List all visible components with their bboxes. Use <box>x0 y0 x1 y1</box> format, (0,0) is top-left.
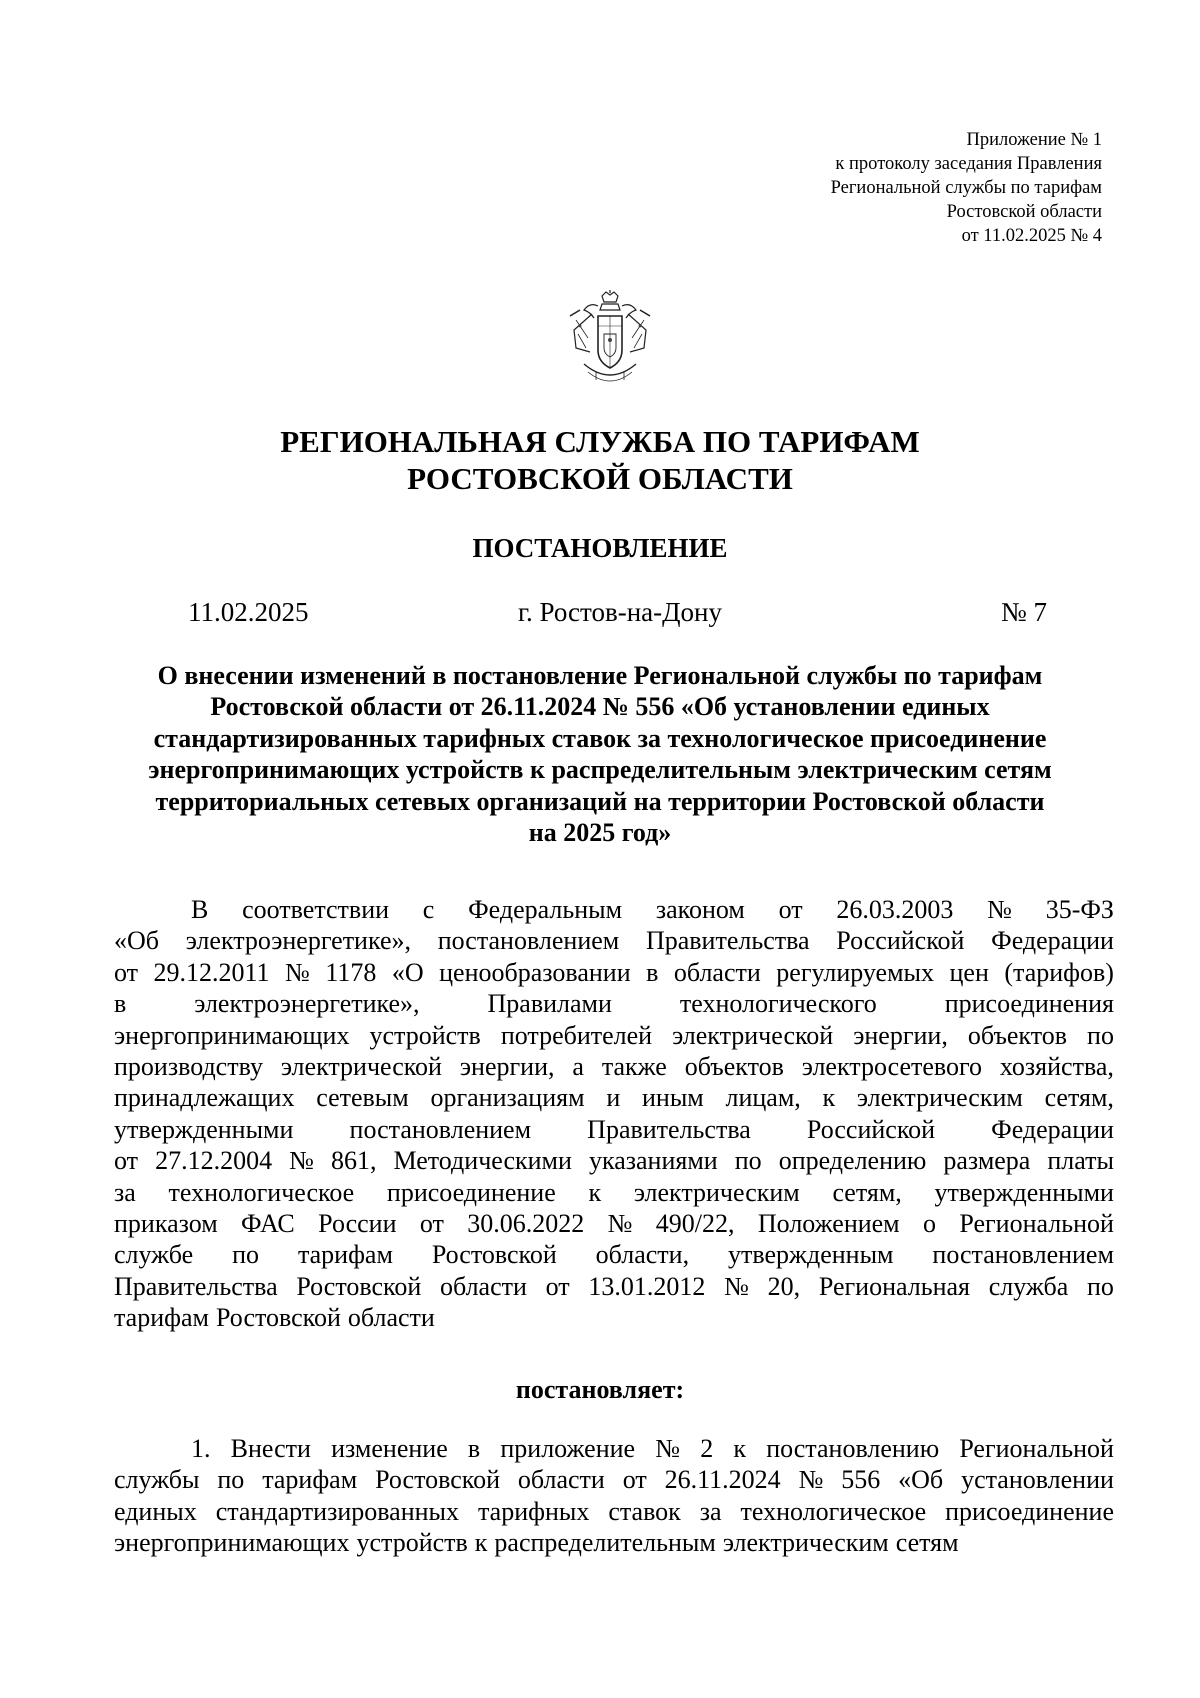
subject-line: энергопринимающих устройств к распределительным электрическим сетям <box>148 755 1052 785</box>
appendix-line: к протоколу заседания Правления <box>835 154 1102 174</box>
word: постановлением <box>932 1240 1114 1270</box>
document-city: г. Ростов-на-Дону <box>518 597 723 627</box>
word: 20, <box>767 1271 801 1301</box>
word: области <box>673 957 761 987</box>
word: соответствии <box>242 895 390 924</box>
word: электроэнергетике», <box>194 989 420 1019</box>
word: принадлежащих <box>114 1083 295 1113</box>
word: от <box>622 1465 647 1495</box>
word: иным <box>641 1083 704 1113</box>
word: 13.01.2012 <box>588 1271 706 1301</box>
word: области <box>517 1465 605 1495</box>
word: приказом <box>114 1208 218 1238</box>
word: Ростовской <box>296 1271 422 1301</box>
word: 30.06.2022 <box>467 1208 585 1238</box>
preamble-paragraph <box>114 894 1114 1333</box>
text-line <box>114 1145 1114 1176</box>
word: 26.03.2003 <box>836 895 954 924</box>
subject-line: на 2025 год» <box>528 818 672 848</box>
text-line <box>114 1208 1114 1239</box>
word: Ростовской <box>431 1240 557 1270</box>
word: Федеральным <box>468 895 623 924</box>
word: «Об <box>898 1465 944 1495</box>
word: устройств <box>369 1020 481 1050</box>
word: за <box>699 1496 722 1526</box>
text-line <box>114 1496 1114 1527</box>
word: № <box>289 1146 314 1176</box>
word: 35-ФЗ <box>1045 895 1114 924</box>
word: 556 <box>841 1465 881 1495</box>
word: хозяйства, <box>999 1051 1114 1081</box>
word: по <box>1087 1271 1114 1301</box>
subject-line: территориальных сетевых организаций на территории Ростовской области <box>155 786 1045 816</box>
word: Региональной <box>959 1434 1114 1463</box>
word: Положением <box>757 1208 900 1238</box>
word: присоединение <box>386 1177 556 1207</box>
word: электрической <box>672 1020 834 1050</box>
text-line <box>114 1527 1114 1558</box>
word: энергии, <box>459 1051 555 1081</box>
text-line <box>114 957 1114 988</box>
word: электроэнергетике», <box>185 926 411 956</box>
word: 1. <box>191 1434 211 1463</box>
document-number: № 7 <box>1001 597 1048 627</box>
word: объектов <box>967 1020 1068 1050</box>
coat-of-arms-icon <box>566 290 654 390</box>
text-line <box>114 988 1114 1019</box>
document-type: ПОСТАНОВЛЕНИЕ <box>472 533 728 563</box>
word: 1178 <box>325 957 377 987</box>
word: от <box>778 895 803 924</box>
word: 490/22, <box>655 1208 735 1238</box>
word: энергопринимающих <box>114 1020 350 1050</box>
subject-line: О внесении изменений в постановление Региональной службы по тарифам <box>157 661 1043 690</box>
word: постановлению <box>766 1434 940 1463</box>
appendix-line: Ростовской области <box>946 202 1102 222</box>
word: Федерации <box>991 1114 1114 1144</box>
word: технологическое <box>168 1177 355 1207</box>
text-line <box>114 1302 1114 1333</box>
word: производству <box>114 1051 263 1081</box>
word: сетям, <box>1044 1083 1114 1113</box>
word: платы <box>1047 1146 1114 1176</box>
word: Правительства <box>645 926 810 956</box>
word: электрическим <box>856 1083 1023 1113</box>
word: организациям <box>430 1083 585 1113</box>
word: Правительства <box>587 1114 751 1144</box>
word: (тарифов) <box>1004 957 1114 987</box>
word: 861, <box>330 1146 377 1176</box>
word: № <box>655 1434 681 1463</box>
word: энергопринимающих <box>114 1528 350 1558</box>
word: к <box>588 1177 602 1207</box>
word: электрическим <box>722 1528 889 1558</box>
appendix-line: Приложение № 1 <box>966 130 1102 150</box>
text-line <box>114 1020 1114 1051</box>
word: 29.12.2011 <box>153 957 270 987</box>
word: лицам, <box>725 1083 801 1113</box>
word: № <box>724 1271 749 1301</box>
word: «Об <box>114 926 160 956</box>
word: тарифам <box>262 1465 358 1495</box>
word: «О <box>391 957 424 987</box>
word: Региональной <box>959 1208 1114 1238</box>
word: тарифам <box>297 1240 393 1270</box>
word: сетям <box>895 1528 959 1558</box>
word: к <box>733 1434 747 1463</box>
word: области <box>439 1271 527 1301</box>
text-line <box>114 1271 1114 1302</box>
organization-title <box>0 423 1200 497</box>
word: за <box>114 1177 136 1207</box>
word: потребителей <box>500 1020 653 1050</box>
appendix-line: от 11.02.2025 № 4 <box>961 226 1102 246</box>
word: технологическое <box>740 1496 927 1526</box>
word: размера <box>943 1146 1031 1176</box>
clause-1-paragraph <box>114 1433 1114 1559</box>
word: технологического <box>679 989 877 1019</box>
word: цен <box>949 957 989 987</box>
word: установлении <box>961 1465 1114 1495</box>
word: ФАС <box>241 1208 295 1238</box>
word: устройств <box>356 1528 468 1558</box>
word: определению <box>778 1146 927 1176</box>
word: 27.12.2004 <box>155 1146 273 1176</box>
word: к <box>822 1083 836 1113</box>
appendix-line: Региональной службы по тарифам <box>830 178 1102 198</box>
word: № <box>798 1465 824 1495</box>
word: Российской <box>806 1114 936 1144</box>
word: электрической <box>280 1051 442 1081</box>
word: от <box>419 1208 444 1238</box>
word: единых <box>114 1496 197 1526</box>
word: распределительным <box>494 1528 716 1558</box>
text-line <box>114 1114 1114 1145</box>
word: от <box>114 1146 139 1176</box>
subject-line: стандартизированных тарифных ставок за технологическое присоединение <box>153 723 1047 753</box>
word: объектов <box>684 1051 784 1081</box>
word: сетям, <box>832 1177 902 1207</box>
word: № <box>285 957 310 987</box>
word: тарифных <box>477 1496 590 1526</box>
word: Правительства <box>114 1271 278 1301</box>
word: № <box>987 895 1012 924</box>
word: электросетевого <box>801 1051 983 1081</box>
word: по <box>1087 1020 1114 1050</box>
word: от <box>545 1271 570 1301</box>
word: Внести <box>230 1434 311 1463</box>
text-line <box>114 894 1114 925</box>
word: службе <box>114 1240 194 1270</box>
word: утвержденными <box>934 1177 1114 1207</box>
document-date: 11.02.2025 <box>188 597 309 627</box>
appendix-note <box>831 128 1102 248</box>
text-line <box>114 1433 1114 1464</box>
word: а <box>572 1051 584 1081</box>
word: о <box>923 1208 936 1238</box>
word: Федерации <box>991 926 1114 956</box>
word: присоединения <box>944 989 1114 1019</box>
word: регулируемых <box>776 957 935 987</box>
word: Российской <box>836 926 965 956</box>
word: служба <box>988 1271 1069 1301</box>
word: Методическими <box>393 1146 572 1176</box>
text-line <box>114 925 1114 956</box>
word: по <box>734 1146 762 1176</box>
word: в <box>467 1434 481 1463</box>
word: № <box>607 1208 633 1238</box>
word: Правилами <box>487 989 612 1019</box>
text-line <box>114 1051 1114 1082</box>
word: Региональная <box>818 1271 971 1301</box>
word: 26.11.2024 <box>664 1465 781 1495</box>
text-line <box>114 1239 1114 1270</box>
word: по <box>232 1240 260 1270</box>
word: службы <box>114 1465 200 1495</box>
word: ценообразовании <box>439 957 631 987</box>
word: присоединение <box>945 1496 1114 1526</box>
word: от <box>114 957 139 987</box>
word: приложение <box>500 1434 636 1463</box>
word: энергии, <box>853 1020 948 1050</box>
word: электрическим <box>633 1177 800 1207</box>
document-subject <box>0 660 1200 848</box>
word: и <box>606 1083 621 1113</box>
word: сетевым <box>316 1083 409 1113</box>
word: законом <box>655 895 745 924</box>
word: по <box>217 1465 245 1495</box>
word: области <box>347 1303 435 1333</box>
word: Ростовской <box>375 1465 500 1495</box>
text-line <box>114 1177 1114 1208</box>
text-line <box>114 1464 1114 1495</box>
word: указаниями <box>588 1146 718 1176</box>
word: постановлением <box>437 926 620 956</box>
word: России <box>318 1208 397 1238</box>
word: к <box>474 1528 488 1558</box>
word: изменение <box>331 1434 448 1463</box>
word: В <box>191 895 209 924</box>
word: в <box>646 957 659 987</box>
word: стандартизированных <box>215 1496 460 1526</box>
word: постановлением <box>349 1114 532 1144</box>
organization-title-line: РЕГИОНАЛЬНАЯ СЛУЖБА ПО ТАРИФАМ <box>280 424 920 459</box>
word: утвержденными <box>114 1114 294 1144</box>
word: также <box>601 1051 667 1081</box>
word: 2 <box>700 1434 714 1463</box>
word: области, <box>595 1240 690 1270</box>
word: утвержденным <box>728 1240 894 1270</box>
text-line <box>114 1082 1114 1113</box>
word: ставок <box>608 1496 681 1526</box>
verdict-heading: постановляет: <box>515 1375 685 1404</box>
subject-line: Ростовской области от 26.11.2024 № 556 «Об установлении единых <box>210 692 990 722</box>
organization-title-line: РОСТОВСКОЙ ОБЛАСТИ <box>407 461 793 496</box>
word: с <box>422 895 435 924</box>
word: Ростовской <box>215 1303 341 1333</box>
word: в <box>114 989 127 1019</box>
word: тарифам <box>114 1303 209 1333</box>
